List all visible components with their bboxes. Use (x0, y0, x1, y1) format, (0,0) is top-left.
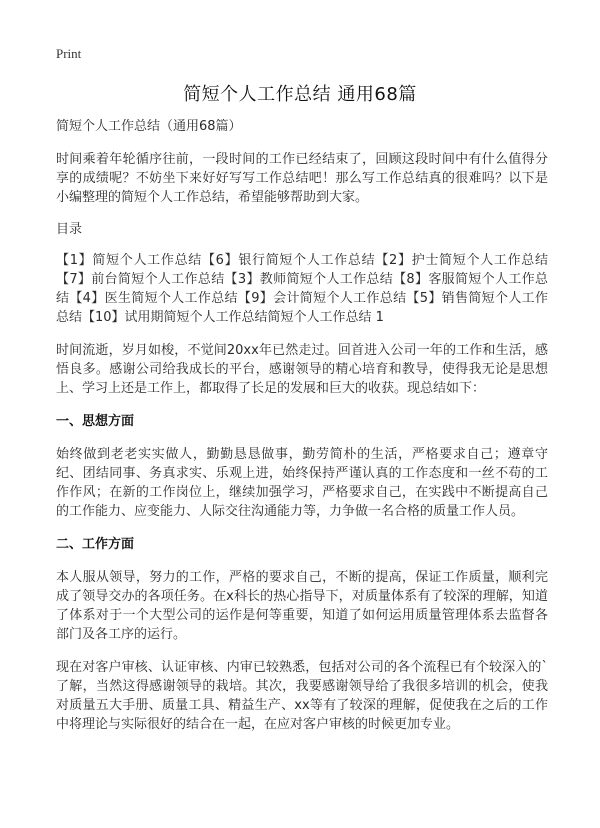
intro-paragraph: 时间乘着年轮循序往前，一段时间的工作已经结束了，回顾这段时间中有什么值得分享的成绩呢？不妨坐下来好好写写工作总结吧！那么写工作总结真的很难吗？以下是小编整理的简短个人工作总结，希望能够帮助到大家。 (56, 152, 548, 205)
toc-heading: 目录 (56, 222, 83, 237)
page-title: 简短个人工作总结 通用68篇 (183, 84, 417, 105)
print-label[interactable]: Print (56, 46, 82, 61)
document-body (56, 117, 548, 748)
section-paragraph: 本人服从领导，努力的工作，严格的要求自己，不断的提高，保证工作质量，顺利完成了领导交办的各项任务。在x科长的热心指导下，对质量体系有了较深的理解，知道了体系对于一个大型公司的运作是何等重要，知道了如何运用质量管理体系去监督各部门及各工序的运行。 (56, 570, 548, 642)
section-paragraph: 始终做到老老实实做人，勤勤恳恳做事，勤劳简朴的生活，严格要求自己；遵章守纪、团结同事、务真求实、乐观上进，始终保持严谨认真的工作态度和一丝不苟的工作作风；在新的工作岗位上，继续加强学习，严格要求自己，在实践中不断提高自己的工作能力、应变能力、人际交往沟通能力等，力争做一名合格的质量工作人员。 (56, 447, 548, 519)
section-heading-thought: 一、思想方面 (56, 414, 135, 429)
opening-paragraph: 时间流逝，岁月如梭，不觉间20xx年已然走过。回首进入公司一年的工作和生活，感悟良多。感谢公司给我成长的平台，感谢领导的精心培育和教导，使得我无论是思想上、学习上还是工作上，都取得了长足的发展和巨大的收获。现总结如下： (56, 343, 548, 396)
section-heading-work: 二、工作方面 (56, 537, 135, 552)
toc-list[interactable]: 【1】简短个人工作总结【6】银行简短个人工作总结【2】护士简短个人工作总结【7】前台简短个人工作总结【3】教师简短个人工作总结【8】客服简短个人工作总结【4】医生简短个人工作总结【9】会计简短个人工作总结【5】销售简短个人工作总结【10】试用期简短个人工作总结简短个人工作总结 1 (56, 253, 548, 325)
section-paragraph: 现在对客户审核、认证审核、内审已较熟悉，包括对公司的各个流程已有个较深入的`了解，当然这得感谢领导的栽培。其次，我要感谢领导给了我很多培训的机会，使我对质量五大手册、质量工具、精益生产、xx等有了较深的理解，促使我在之后的工作中将理论与实际很好的结合在一起，在应对客户审核的时候更加专业。 (56, 660, 548, 732)
document-subtitle: 简短个人工作总结（通用68篇） (56, 119, 242, 134)
